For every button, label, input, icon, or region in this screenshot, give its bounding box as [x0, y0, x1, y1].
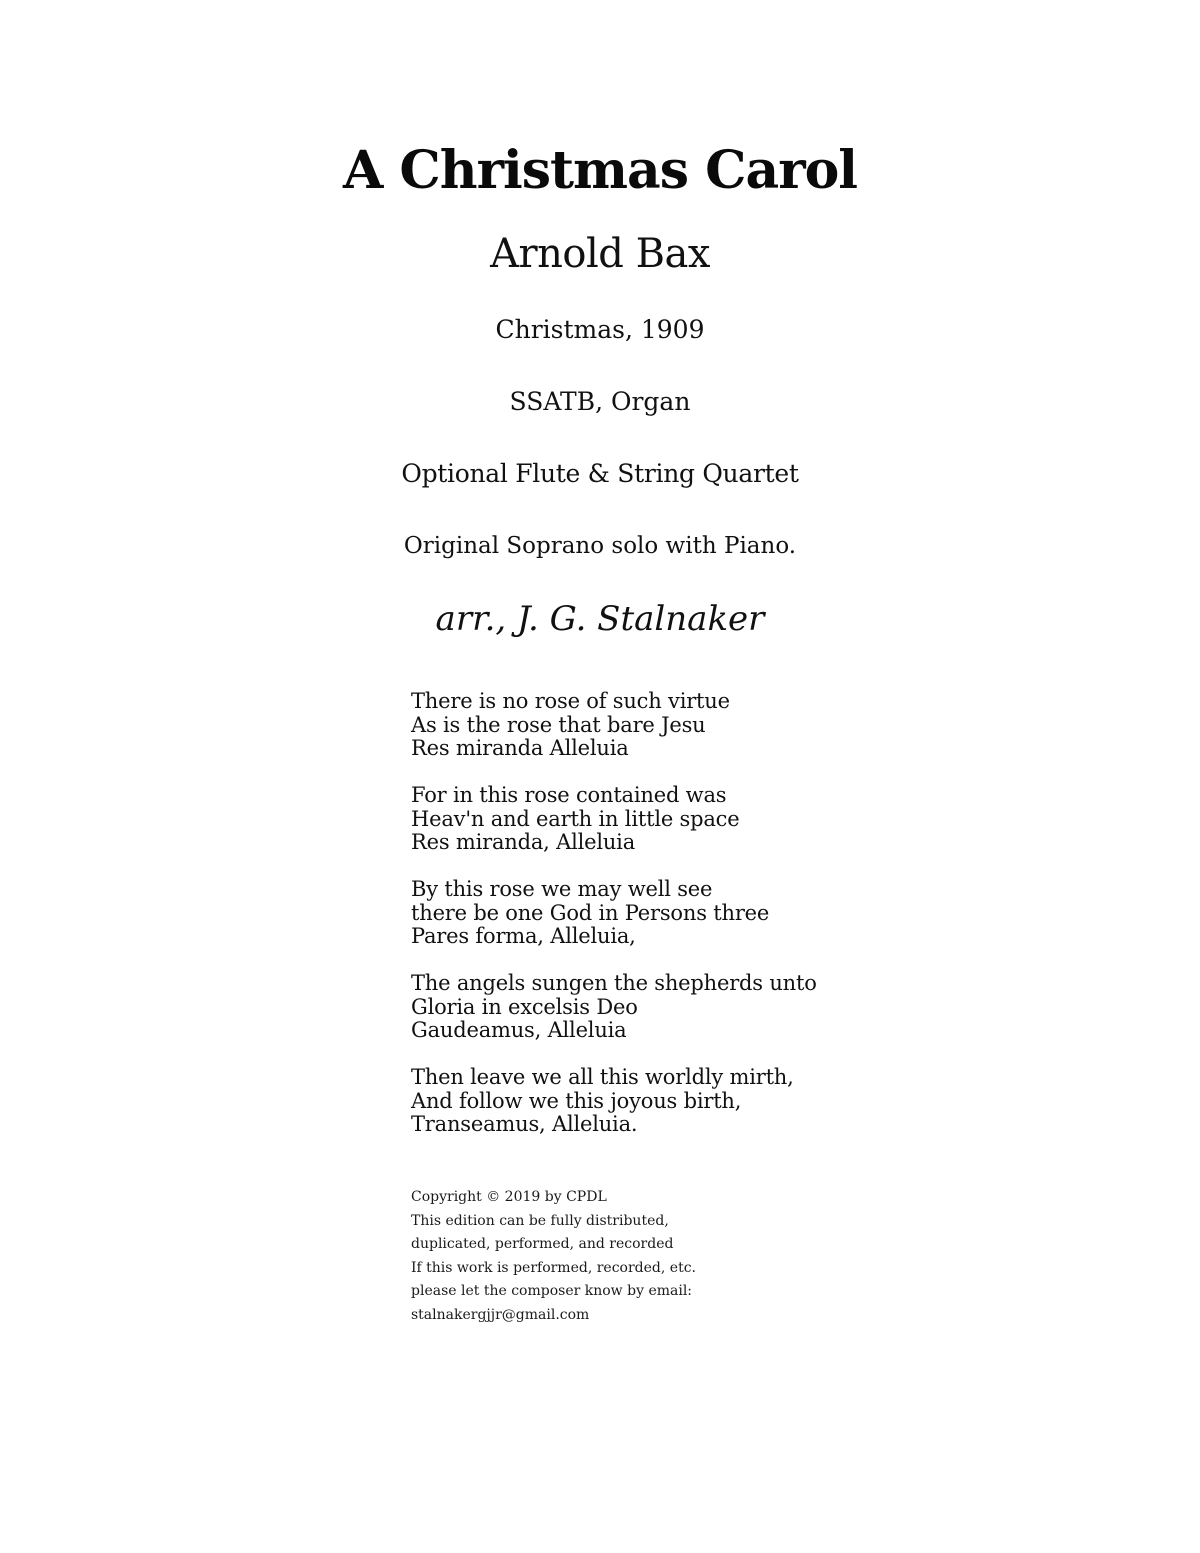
- lyric-line: As is the rose that bare Jesu: [411, 712, 706, 737]
- lyrics-stanza: [411, 972, 817, 1043]
- lyric-line: Gaudeamus, Alleluia: [411, 1018, 627, 1042]
- lyric-line: Heav'n and earth in little space: [411, 806, 740, 831]
- lyric-line: Then leave we all this worldly mirth,: [411, 1065, 794, 1089]
- composition-date: Christmas, 1909: [495, 315, 705, 344]
- original-scoring: Original Soprano solo with Piano.: [403, 533, 797, 559]
- lyric-line: Res miranda Alleluia: [411, 736, 629, 760]
- lyrics-text: [411, 690, 817, 1160]
- optional-instruments: Optional Flute & String Quartet: [401, 459, 799, 488]
- composer-name: Arnold Bax: [490, 231, 710, 277]
- lyrics-stanza: [411, 878, 817, 949]
- license-line: This edition can be fully distributed,: [411, 1212, 669, 1229]
- lyric-line: Gloria in excelsis Deo: [411, 994, 638, 1019]
- lyric-line: Transeamus, Alleluia.: [411, 1112, 638, 1136]
- lyrics-stanza: [411, 690, 817, 761]
- lyric-line: There is no rose of such virtue: [411, 689, 730, 713]
- copyright-notice: [411, 1186, 696, 1328]
- lyric-line: Res miranda, Alleluia: [411, 830, 636, 854]
- lyric-line: By this rose we may well see: [411, 877, 713, 901]
- lyrics-stanza: [411, 1066, 817, 1137]
- lyric-line: The angels sungen the shepherds unto: [411, 971, 817, 995]
- voicing: SSATB, Organ: [509, 387, 691, 416]
- copyright-line: Copyright © 2019 by CPDL: [411, 1189, 607, 1205]
- license-line: duplicated, performed, and recorded: [411, 1236, 674, 1253]
- lyric-line: Pares forma, Alleluia,: [411, 924, 636, 948]
- arranger: arr., J. G. Stalnaker: [435, 599, 765, 639]
- contact-email: stalnakergjjr@gmail.com: [411, 1306, 590, 1323]
- page-title: A Christmas Carol: [342, 140, 858, 201]
- lyric-line: And follow we this joyous birth,: [411, 1088, 742, 1113]
- performance-note-line: If this work is performed, recorded, etc.: [411, 1259, 696, 1276]
- lyrics-stanza: [411, 784, 817, 855]
- lyric-line: there be one God in Persons three: [411, 900, 770, 925]
- performance-note-line: please let the composer know by email:: [411, 1283, 693, 1300]
- lyric-line: For in this rose contained was: [411, 783, 727, 807]
